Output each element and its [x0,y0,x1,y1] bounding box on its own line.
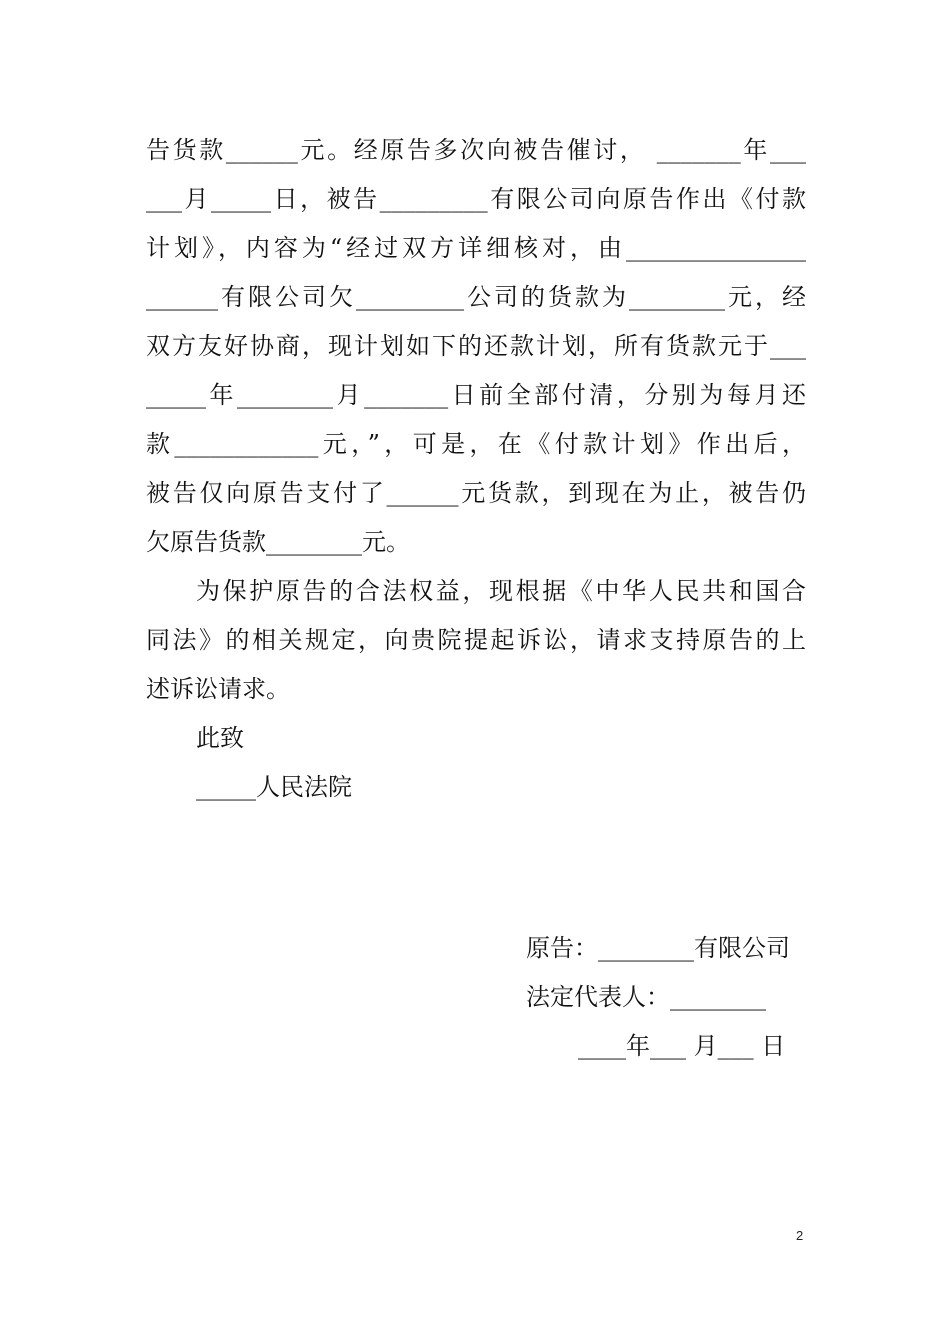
paragraph-1-line-4: ______有限公司欠_________公司的货款为________元，经 [146,283,806,311]
plaintiff-signature: 原告：________有限公司 [526,934,790,962]
paragraph-2-line-3: 述诉讼请求。 [146,675,290,703]
paragraph-1-line-3: 计划》，内容为“经过双方详细核对，由_______________ [146,234,806,262]
page-number: 2 [796,1228,804,1243]
paragraph-1-line-2: ___月_____日，被告_________有限公司向原告作出《付款 [146,185,806,213]
paragraph-1-line-7: 款____________元，”，可是，在《付款计划》作出后， [146,430,806,458]
paragraph-2-line-2: 同法》的相关规定，向贵院提起诉讼，请求支持原告的上 [146,626,806,654]
paragraph-1-line-8: 被告仅向原告支付了______元货款，到现在为止，被告仍 [146,479,806,507]
paragraph-1-line-6: _____年________月_______日前全部付清，分别为每月还 [146,381,806,409]
salutation: 此致 [196,724,244,752]
court-name: _____人民法院 [196,773,352,801]
paragraph-1-line-5: 双方友好协商，现计划如下的还款计划，所有货款元于___ [146,332,806,360]
document-body [146,126,806,812]
signature-block [526,924,816,1071]
paragraph-1-line-1: 告货款______元。经原告多次向被告催讨， _______年___ [146,136,806,164]
signature-date: ____年___ 月___ 日 [578,1032,786,1060]
paragraph-1-line-9: 欠原告货款________元。 [146,528,410,556]
legal-representative: 法定代表人：________ [526,983,766,1011]
paragraph-2-line-1: 为保护原告的合法权益，现根据《中华人民共和国合 [196,577,806,605]
